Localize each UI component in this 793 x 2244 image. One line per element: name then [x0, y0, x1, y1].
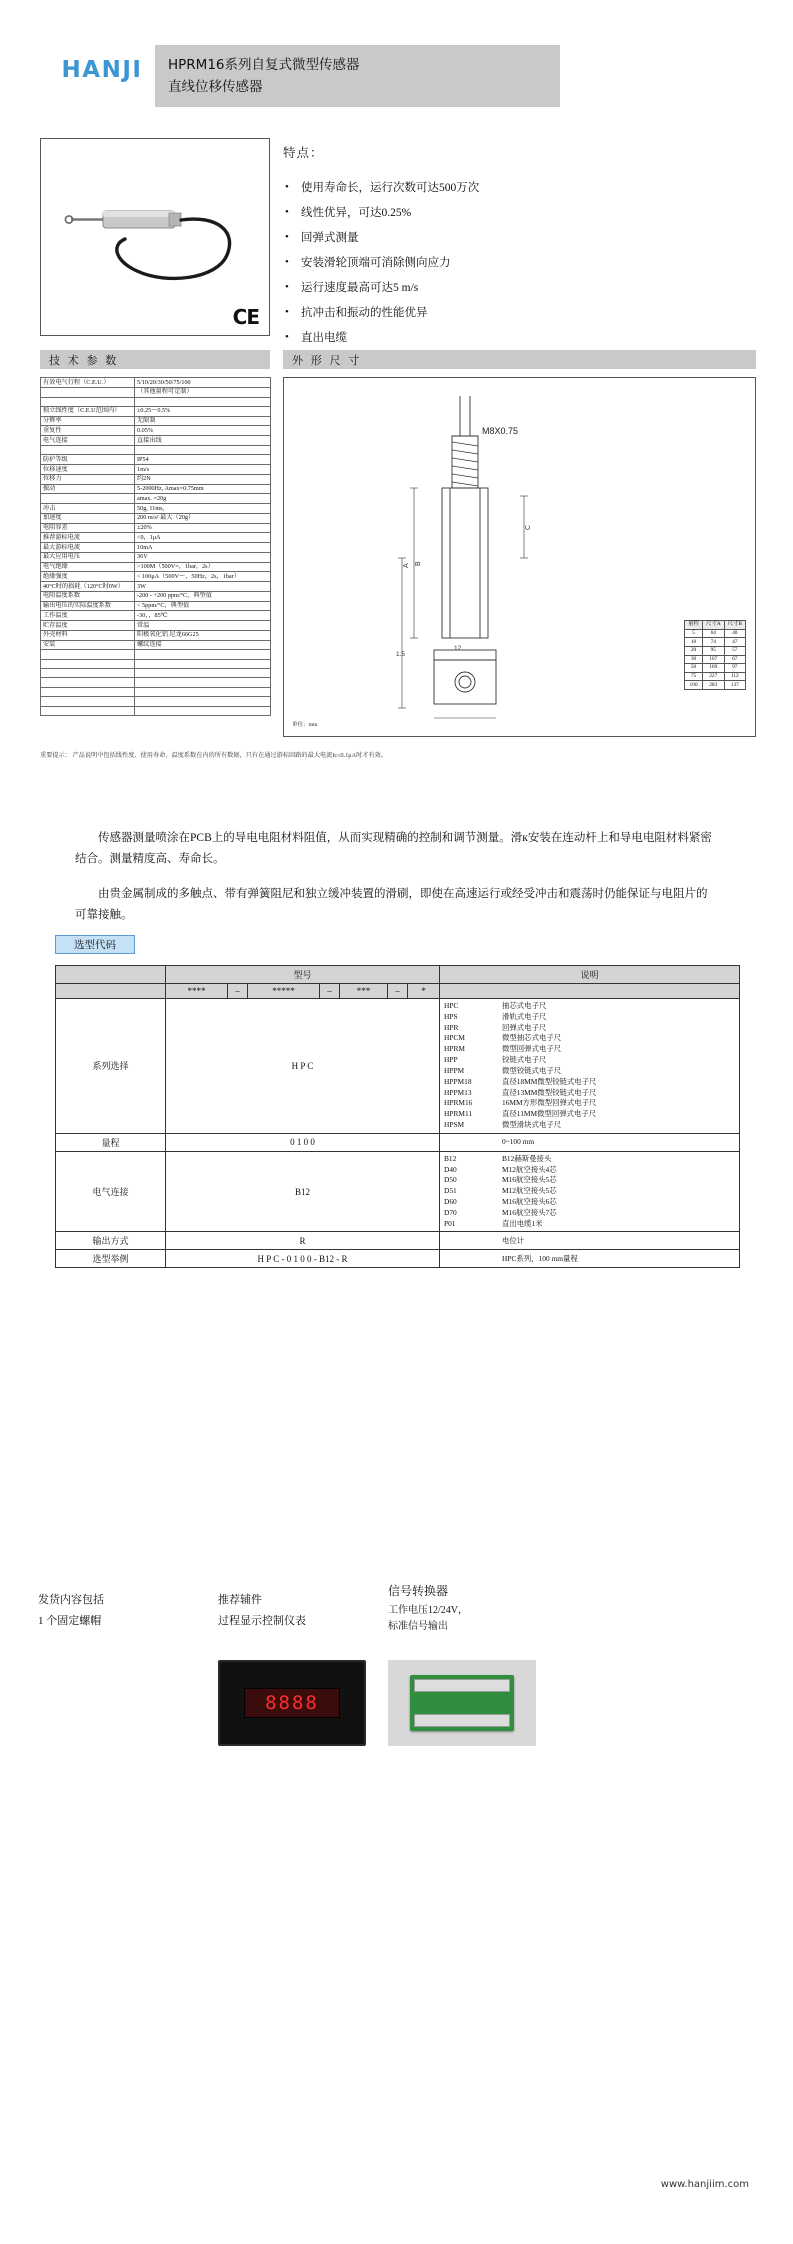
dim-cell: 283 — [702, 681, 724, 690]
selection-corner-cell — [56, 966, 166, 984]
selection-desc-code: D50 — [444, 1175, 457, 1185]
feature-item: • 抗冲击和振动的性能优异 — [283, 308, 573, 320]
selection-desc-text: 微型滑块式电子尺 — [502, 1119, 562, 1129]
code-pattern-cell: *** — [340, 984, 388, 999]
spec-key: 独立线性度（C.E.U范围内） — [41, 406, 135, 416]
spec-value: 直接出线 — [135, 436, 271, 446]
spec-key — [41, 650, 135, 659]
selection-desc-code: HPR — [444, 1022, 459, 1032]
selection-desc-text: 微型回弹式电子尺 — [502, 1044, 562, 1054]
spec-key: 推荐游标电流 — [41, 533, 135, 543]
dim-cell: 95 — [702, 646, 724, 655]
selection-desc-entry — [444, 1165, 735, 1176]
spec-key: 安装 — [41, 640, 135, 650]
dim-cell: 40 — [724, 629, 745, 638]
dim-12-label: 12 — [454, 645, 462, 652]
logo-text: HANJI — [61, 57, 143, 83]
converter-line2: 标准信号输出 — [388, 1620, 448, 1632]
dim-col-header: 尺寸A — [702, 621, 724, 630]
spec-value: 3W — [135, 582, 271, 592]
spec-value — [135, 659, 271, 668]
spec-row — [41, 436, 271, 446]
signal-converter-photo — [388, 1660, 536, 1746]
selection-desc-code — [444, 1236, 502, 1247]
dim-cell: 20 — [685, 646, 703, 655]
selection-desc-entry — [444, 1186, 735, 1197]
spec-row — [41, 601, 271, 611]
selection-desc-entry — [444, 1254, 735, 1265]
features-title: 特点： — [283, 146, 324, 160]
selection-desc-entry — [444, 1208, 735, 1219]
selection-desc-text: 0~100 mm — [502, 1136, 535, 1146]
spec-row — [41, 678, 271, 687]
spec-key — [41, 706, 135, 715]
spec-row — [41, 494, 271, 504]
code-pattern-cell: – — [228, 984, 248, 999]
product-photo — [40, 138, 270, 336]
spec-value: 5/10/20/30/50/75/100 — [135, 378, 271, 388]
feature-item: • 回弹式测量 — [283, 233, 573, 245]
features-list — [283, 183, 573, 345]
spec-key: 工作温度 — [41, 611, 135, 621]
spec-row — [41, 484, 271, 494]
spec-row — [41, 697, 271, 706]
spec-row — [41, 513, 271, 523]
feature-item: • 使用寿命长，运行次数可达500万次 — [283, 183, 573, 195]
spec-key: 40°C时的损耗（120°C时0W） — [41, 582, 135, 592]
selection-desc-text: 回弹式电子尺 — [502, 1022, 547, 1032]
selection-desc-text: 直径13MM微型铰链式电子尺 — [502, 1087, 597, 1097]
dim-cell: 100 — [685, 681, 703, 690]
selection-desc-code: D51 — [444, 1186, 457, 1196]
specifications-table-wrap — [40, 377, 270, 716]
spec-key: 电气连接 — [41, 436, 135, 446]
selection-row-label: 量程 — [56, 1133, 166, 1151]
selection-desc-text: 电位计 — [502, 1235, 525, 1245]
spec-row — [41, 669, 271, 678]
spec-key: 加速度 — [41, 513, 135, 523]
selection-desc-code: D70 — [444, 1207, 457, 1217]
feature-item: • 运行速度最高可达5 m/s — [283, 283, 573, 295]
selection-desc-entry — [444, 1219, 735, 1230]
spec-row — [41, 706, 271, 715]
dimension-section-title: 外 形 尺 寸 — [283, 350, 756, 369]
dim-cell: 47 — [724, 638, 745, 647]
dim-col-header: 尺寸B — [724, 621, 745, 630]
selection-desc-text: M16航空接头5芯 — [502, 1175, 557, 1185]
spec-value — [135, 650, 271, 659]
selection-desc-entry — [444, 1033, 735, 1044]
shipping-line1: 发货内容包括 — [38, 1594, 104, 1606]
selection-model-header: 型号 — [166, 966, 440, 984]
spec-row — [41, 572, 271, 582]
accessory-line1: 推荐辅件 — [218, 1594, 262, 1606]
spec-key: 防护等级 — [41, 455, 135, 465]
spec-key — [41, 687, 135, 696]
selection-desc-code: B12 — [444, 1153, 457, 1163]
spec-key: 最大游标电流 — [41, 543, 135, 553]
selection-desc-code: D40 — [444, 1164, 457, 1174]
description-paragraph-1: 传感器测量喷涂在PCB上的导电电阻材料阻值，从而实现精确的控制和调节测量。滑к安装在连动杆上和导电电阻材料紧密结合。测量精度高、寿命长。 — [75, 832, 712, 866]
selection-row — [56, 1232, 740, 1250]
spec-value: 36V — [135, 552, 271, 562]
dim-cell: 5 — [685, 629, 703, 638]
spec-row — [41, 455, 271, 465]
spec-value — [135, 697, 271, 706]
selection-row-label: 输出方式 — [56, 1232, 166, 1250]
dim-cell: 64 — [702, 629, 724, 638]
selection-desc-entry — [444, 1077, 735, 1088]
product-title-line2: 直线位移传感器 — [168, 79, 263, 95]
spec-value: ±20% — [135, 523, 271, 533]
specifications-table — [40, 377, 271, 716]
dim-row — [685, 655, 746, 664]
dim-row — [685, 646, 746, 655]
svg-text:C: C — [525, 524, 532, 530]
selection-row-label: 电气连接 — [56, 1151, 166, 1232]
selection-row-code: R — [166, 1232, 440, 1250]
selection-desc-code: HPPM13 — [444, 1087, 472, 1097]
accessory-line2: 过程显示控制仪表 — [218, 1614, 306, 1627]
spec-value — [135, 397, 271, 406]
company-logo — [47, 53, 157, 87]
selection-desc-code: HPS — [444, 1011, 458, 1021]
spec-key: 输出电压的实际温度系数 — [41, 601, 135, 611]
spec-key: 绝缘强度 — [41, 572, 135, 582]
selection-desc-entry — [444, 1066, 735, 1077]
spec-row — [41, 659, 271, 668]
selection-row — [56, 1250, 740, 1268]
selection-desc-text: M12航空接头5芯 — [502, 1186, 557, 1196]
spec-key: 电气绝缘 — [41, 562, 135, 572]
spec-row — [41, 611, 271, 621]
spec-key: 贮存温度 — [41, 621, 135, 631]
spec-row — [41, 474, 271, 484]
spec-value: <0，1μA — [135, 533, 271, 543]
dim-row — [685, 672, 746, 681]
dim-row — [685, 681, 746, 690]
dimension-table — [684, 620, 746, 690]
spec-value: IP54 — [135, 455, 271, 465]
features-section — [283, 143, 573, 358]
selection-desc-code: HPPM — [444, 1065, 465, 1075]
converter-line1: 工作电压12/24V， — [388, 1604, 468, 1616]
spec-row — [41, 397, 271, 406]
spec-row — [41, 387, 271, 397]
spec-key: 分辨率 — [41, 416, 135, 426]
ce-mark: CE — [232, 305, 259, 329]
selection-desc-text: 直出电缆1米 — [502, 1218, 543, 1228]
selection-desc-entry — [444, 1044, 735, 1055]
spec-value: 50g, 11ms, — [135, 504, 271, 514]
spec-key — [41, 659, 135, 668]
terminal-block-top — [414, 1679, 510, 1692]
spec-key — [41, 445, 135, 454]
spec-key: 重复性 — [41, 426, 135, 436]
dim-cell: 74 — [702, 638, 724, 647]
footer-website: www.hanjiim.com — [660, 2179, 749, 2190]
spec-value: < 5ppm/°C，典型值 — [135, 601, 271, 611]
converter-block — [388, 1580, 608, 1635]
spec-value — [135, 669, 271, 678]
spec-row — [41, 630, 271, 640]
code-pattern-cell: **** — [166, 984, 228, 999]
selection-row — [56, 1133, 740, 1151]
selection-desc-entry — [444, 1109, 735, 1120]
svg-text:B: B — [415, 561, 422, 566]
dim-cell: 227 — [702, 672, 724, 681]
code-pattern-desc-cell — [440, 984, 740, 999]
dim-row — [685, 629, 746, 638]
dim-cell: 75 — [685, 672, 703, 681]
spec-key: 电阻温度系数 — [41, 591, 135, 601]
spec-key: 位移速度 — [41, 465, 135, 475]
dim-cell: 137 — [724, 681, 745, 690]
selection-desc-code: HPRM11 — [444, 1109, 473, 1119]
spec-row — [41, 465, 271, 475]
spec-value: ±0.25～0.5% — [135, 406, 271, 416]
spec-value: 0.05% — [135, 426, 271, 436]
spec-key — [41, 494, 135, 504]
spec-key: 有效电气行程（C.E.U.） — [41, 378, 135, 388]
selection-row-description — [440, 1151, 740, 1232]
spec-value: 200 m/s² 最大（20g） — [135, 513, 271, 523]
selection-desc-entry — [444, 1175, 735, 1186]
dim-cell: 97 — [724, 664, 745, 673]
selection-desc-code: HPP — [444, 1055, 458, 1065]
spec-row — [41, 543, 271, 553]
selection-desc-text: 直径11MM微型回弹式电子尺 — [502, 1109, 597, 1119]
spec-value — [135, 687, 271, 696]
spec-row — [41, 416, 271, 426]
thread-spec-label: M8X0.75 — [482, 426, 519, 436]
description-paragraph-2: 由贵金属制成的多触点、带有弹簧阻尼和独立缓冲装置的滑刷，即使在高速运行或经受冲击和震荡时仍能保证与电阻片的可靠接触。 — [75, 888, 708, 922]
selection-desc-entry — [444, 1055, 735, 1066]
spec-value — [135, 678, 271, 687]
spec-value: < 100μA（500V～，50Hz，2s，1bar） — [135, 572, 271, 582]
spec-value — [135, 706, 271, 715]
page-header — [0, 45, 793, 107]
dim-col-header: 量程 — [685, 621, 703, 630]
dim-cell: 57 — [724, 646, 745, 655]
selection-desc-code: HPSM — [444, 1119, 465, 1129]
selection-desc-code: HPPM18 — [444, 1076, 472, 1086]
display-meter-photo — [218, 1660, 366, 1746]
spec-value: 阳极氧化铝 尼龙66G25 — [135, 630, 271, 640]
selection-desc-text: HPC系列，100 mm量程 — [502, 1253, 578, 1263]
selection-row-code: H P C — [166, 999, 440, 1134]
spec-row — [41, 552, 271, 562]
selection-desc-text: 直径18MM微型铰链式电子尺 — [502, 1076, 597, 1086]
dim-cell: 67 — [724, 655, 745, 664]
dimension-drawing-panel — [283, 377, 756, 737]
selection-desc-header: 说明 — [440, 966, 740, 984]
selection-desc-entry — [444, 1137, 735, 1148]
dim-1-5-label: 1.5 — [396, 651, 406, 658]
selection-desc-text: 微型铰链式电子尺 — [502, 1065, 562, 1075]
spec-value: （其他量程可定制） — [135, 387, 271, 397]
selection-row-code: 0 1 0 0 — [166, 1133, 440, 1151]
selection-desc-entry — [444, 1012, 735, 1023]
dim-row — [685, 638, 746, 647]
spec-row — [41, 582, 271, 592]
selection-desc-code: HPRM16 — [444, 1098, 473, 1108]
spec-value: 螺纹连接 — [135, 640, 271, 650]
selection-desc-text: 微型抽芯式电子尺 — [502, 1033, 562, 1043]
selection-desc-entry — [444, 1197, 735, 1208]
selection-row-label: 选型举例 — [56, 1250, 166, 1268]
selection-row-description — [440, 999, 740, 1134]
spec-value: 5-2000Hz, Amax=0.75mm — [135, 484, 271, 494]
accessory-block — [218, 1590, 388, 1632]
code-pattern-spacer — [56, 984, 166, 999]
svg-text:A: A — [403, 563, 410, 568]
spec-key: 冲击 — [41, 504, 135, 514]
spec-value — [135, 445, 271, 454]
code-pattern-cell: ***** — [248, 984, 320, 999]
converter-title: 信号转换器 — [388, 1584, 449, 1598]
selection-desc-text: B12赫斯曼接头 — [502, 1153, 552, 1163]
meter-screen — [244, 1688, 340, 1718]
spec-row — [41, 426, 271, 436]
selection-row-code: B12 — [166, 1151, 440, 1232]
spec-key — [41, 387, 135, 397]
code-pattern-cell: – — [388, 984, 408, 999]
meter-digits: 8888 — [265, 1692, 319, 1714]
spec-value: 常温 — [135, 621, 271, 631]
selection-desc-text: 铰链式电子尺 — [502, 1055, 547, 1065]
spec-row — [41, 562, 271, 572]
product-title-line1: HPRM16系列自复式微型传感器 — [168, 56, 360, 73]
spec-row — [41, 533, 271, 543]
spec-key: 外壳材料 — [41, 630, 135, 640]
selection-desc-text: M16航空接头6芯 — [502, 1197, 557, 1206]
terminal-block-bottom — [414, 1714, 510, 1727]
selection-row-description — [440, 1133, 740, 1151]
spec-key — [41, 697, 135, 706]
selection-row — [56, 1151, 740, 1232]
selection-row-description — [440, 1232, 740, 1250]
spec-row — [41, 445, 271, 454]
selection-desc-text: M12航空接头4芯 — [502, 1164, 557, 1174]
dim-cell: 30 — [685, 655, 703, 664]
shipping-line2: 1 个固定螺帽 — [38, 1614, 102, 1627]
spec-key: 最大应用电压 — [41, 552, 135, 562]
feature-item: • 安装滑轮顶端可消除侧向应力 — [283, 258, 573, 270]
shipping-contents — [38, 1590, 208, 1632]
selection-code-pattern-row — [56, 984, 740, 999]
code-pattern-cell: * — [408, 984, 440, 999]
spec-key — [41, 678, 135, 687]
selection-desc-text: 16MM方形微型回弹式电子尺 — [502, 1098, 597, 1108]
spec-row — [41, 650, 271, 659]
spec-value: 无限制 — [135, 416, 271, 426]
selection-row-description — [440, 1250, 740, 1268]
dim-cell: 107 — [702, 655, 724, 664]
feature-item: • 直出电缆 — [283, 333, 573, 345]
selection-desc-entry — [444, 1098, 735, 1109]
spec-row — [41, 687, 271, 696]
selection-desc-code — [444, 1137, 502, 1148]
spec-value: 10mA — [135, 543, 271, 553]
unit-note: 单位：mm — [292, 722, 318, 728]
selection-desc-entry — [444, 1023, 735, 1034]
selection-desc-code: D60 — [444, 1197, 457, 1206]
selection-row-label: 系列选择 — [56, 999, 166, 1134]
selection-desc-entry — [444, 1120, 735, 1131]
spec-section-title: 技 术 参 数 — [40, 350, 270, 369]
spec-row — [41, 591, 271, 601]
selection-header-row — [56, 966, 740, 984]
selection-desc-text: 滑轨式电子尺 — [502, 1011, 547, 1021]
spec-key: 位移力 — [41, 474, 135, 484]
dim-cell: 169 — [702, 664, 724, 673]
spec-value: -200 - +200 ppm/°C，典型值 — [135, 591, 271, 601]
spec-row — [41, 523, 271, 533]
selection-desc-code: HPC — [444, 1001, 459, 1010]
selection-desc-text: M16航空接头7芯 — [502, 1207, 557, 1217]
code-pattern-cell: – — [320, 984, 340, 999]
selection-desc-code: HPCM — [444, 1033, 465, 1043]
spec-row — [41, 406, 271, 416]
selection-row-code: H P C - 0 1 0 0 - B12 - R — [166, 1250, 440, 1268]
spec-key: 振动 — [41, 484, 135, 494]
spec-key — [41, 397, 135, 406]
selection-code-table-wrap — [55, 965, 739, 1268]
spec-value: 1m/s — [135, 465, 271, 475]
spec-value: amax. =20g — [135, 494, 271, 504]
spec-row — [41, 378, 271, 388]
selection-desc-text: 抽芯式电子尺 — [502, 1001, 547, 1010]
selection-desc-entry — [444, 1236, 735, 1247]
selection-desc-code: HPRM — [444, 1044, 465, 1054]
selection-desc-code — [444, 1254, 502, 1265]
selection-row — [56, 999, 740, 1134]
feature-item: • 线性优异，可达0.25% — [283, 208, 573, 220]
selection-desc-entry — [444, 1001, 735, 1012]
spec-key: 电阻容差 — [41, 523, 135, 533]
spec-key — [41, 669, 135, 678]
converter-module — [410, 1675, 514, 1731]
dim-cell: 112 — [724, 672, 745, 681]
selection-desc-entry — [444, 1088, 735, 1099]
dim-row — [685, 664, 746, 673]
dim-cell: 10 — [685, 638, 703, 647]
spec-row — [41, 621, 271, 631]
spec-row — [41, 504, 271, 514]
header-title-bar — [155, 45, 560, 107]
spec-value: >100M（500V=，1bar，2s） — [135, 562, 271, 572]
selection-desc-entry — [444, 1154, 735, 1165]
selection-desc-code: P01 — [444, 1218, 456, 1228]
spec-value: 约2N — [135, 474, 271, 484]
selection-code-title: 选型代码 — [55, 935, 135, 954]
important-note: 重要提示： 产品说明中包括线性度、使用寿命、温度系数在内的所有数据，只有在通过游标回路的最大电流Ic≤0.1μA时才有效。 — [40, 752, 388, 759]
spec-row — [41, 640, 271, 650]
spec-value: -30，，85℃ — [135, 611, 271, 621]
dim-cell: 50 — [685, 664, 703, 673]
selection-code-table — [55, 965, 740, 1268]
